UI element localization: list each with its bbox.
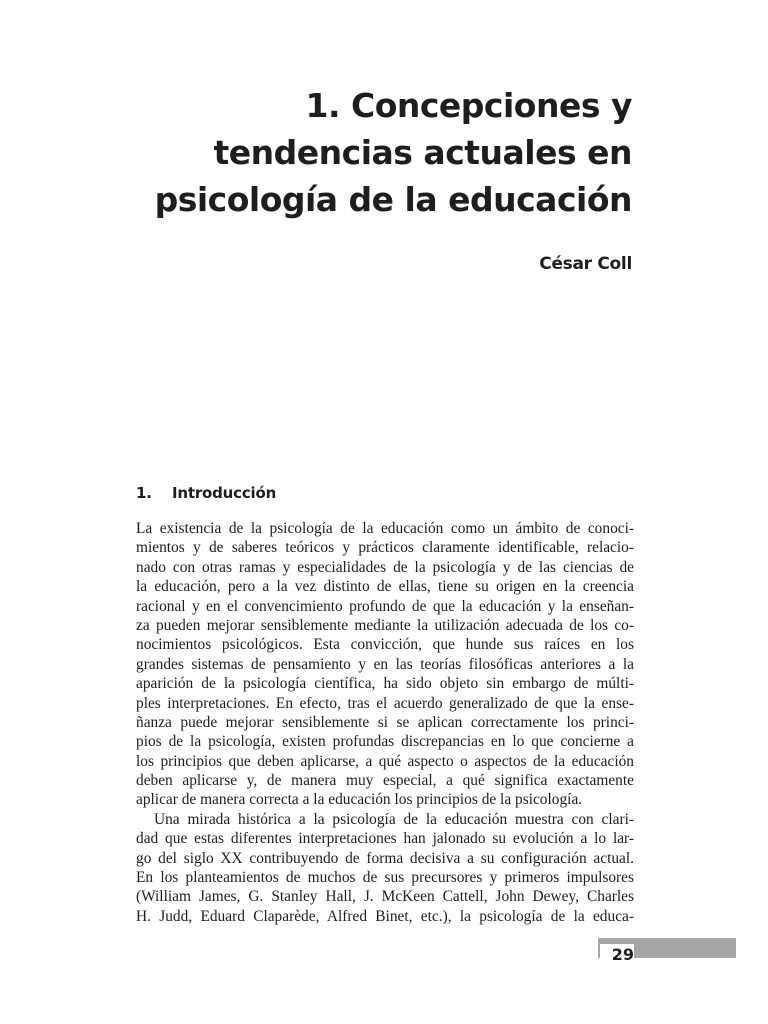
section-title: Introducción bbox=[172, 484, 277, 502]
paragraph-line: za pueden mejorar sensiblemente mediante la utilización adecuada de los co- bbox=[136, 616, 634, 634]
paragraph-line: deben aplicarse y, de manera muy especial, a qué significa exactamente bbox=[136, 772, 634, 790]
paragraph-line: ples interpretaciones. En efecto, tras el acuerdo generalizado de que la ense- bbox=[136, 694, 634, 712]
paragraph-line: la educación, pero a la vez distinto de ellas, tiene su origen en la creencia bbox=[136, 578, 634, 596]
body-text bbox=[136, 519, 634, 926]
paragraph-line: racional y en el convencimiento profundo de que la educación y la enseñan- bbox=[136, 597, 634, 615]
paragraph-line: ñanza puede mejorar sensiblemente si se aplican correctamente los princi- bbox=[136, 713, 634, 731]
author-name: César Coll bbox=[539, 254, 632, 274]
section-heading bbox=[136, 484, 276, 502]
paragraph-line: dad que estas diferentes interpretaciones han jalonado su evolución a lo lar- bbox=[136, 830, 634, 848]
chapter-title-line: psicología de la educación bbox=[154, 180, 632, 219]
paragraph-line: nado con otras ramas y especialidades de la psicología y de las ciencias de bbox=[136, 558, 634, 576]
paragraph-line: H. Judd, Eduard Claparède, Alfred Binet, etc.), la psicología de la educa- bbox=[136, 907, 634, 925]
paragraph-line: go del siglo XX contribuyendo de forma decisiva a su configuración actual. bbox=[136, 849, 634, 867]
chapter-title-line: tendencias actuales en bbox=[213, 133, 632, 172]
paragraph-line: Una mirada histórica a la psicología de la educación muestra con clari- bbox=[154, 810, 634, 828]
page-number: 29 bbox=[600, 944, 634, 966]
paragraph-line: aparición de la psicología científica, ha sido objeto sin embargo de múlti- bbox=[136, 675, 634, 693]
paragraph-line: mientos y de saberes teóricos y prácticos claramente identificable, relacio- bbox=[136, 539, 634, 557]
paragraph-line: En los planteamientos de muchos de sus precursores y primeros impulsores bbox=[136, 869, 634, 887]
paragraph-line: aplicar de manera correcta a la educación los principios de la psicología. bbox=[136, 791, 583, 809]
section-number: 1. bbox=[136, 484, 152, 502]
paragraph-line: La existencia de la psicología de la educación como un ámbito de conoci- bbox=[136, 520, 634, 537]
paragraph-line: los principios que deben aplicarse, a qué aspecto o aspectos de la educación bbox=[136, 752, 634, 770]
paragraph-line: (William James, G. Stanley Hall, J. McKeen Cattell, John Dewey, Charles bbox=[136, 888, 634, 906]
paragraph-line: nocimientos psicológicos. Esta convicción, que hunde sus raíces en los bbox=[136, 636, 634, 654]
paragraph-line: grandes sistemas de pensamiento y en las teorías filosóficas anteriores a la bbox=[136, 655, 634, 673]
paragraph-line: pios de la psicología, existen profundas discrepancias en lo que concierne a bbox=[136, 733, 634, 751]
chapter-title-line: 1. Concepciones y bbox=[305, 86, 632, 125]
chapter-title bbox=[72, 82, 632, 223]
